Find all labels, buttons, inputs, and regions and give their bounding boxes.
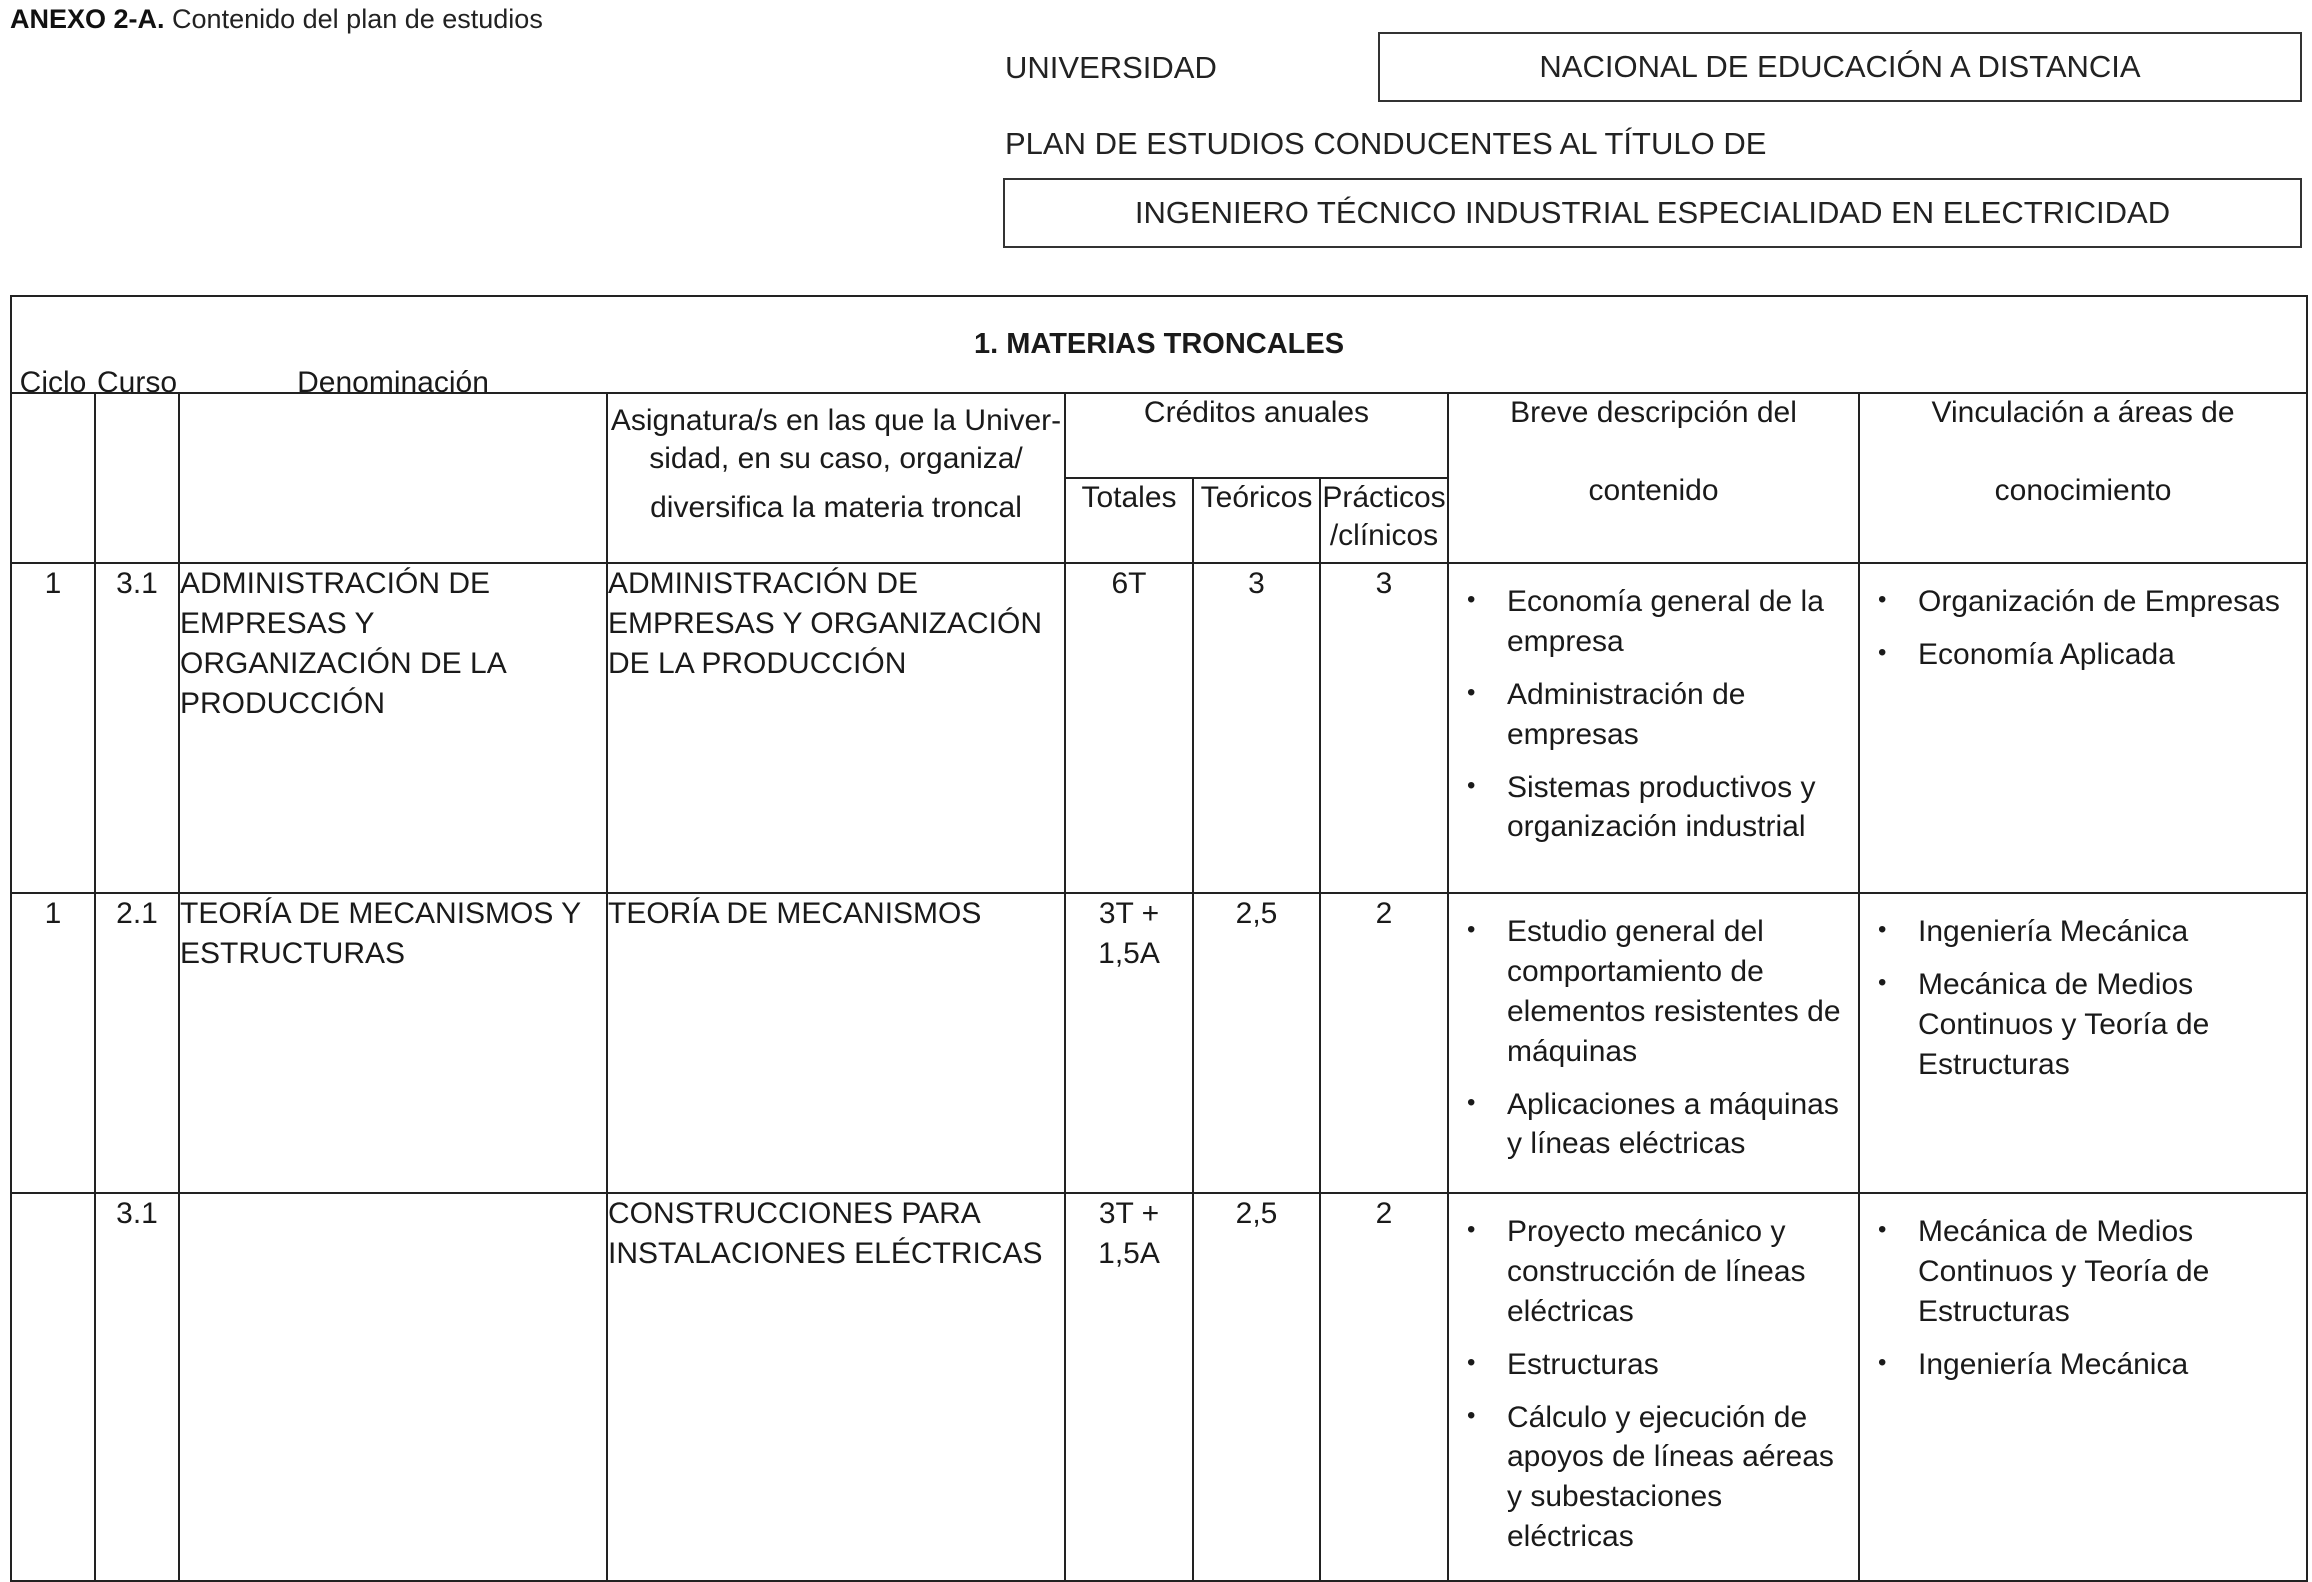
cell-ciclo: 1 — [11, 893, 95, 1193]
annex-text: Contenido del plan de estudios — [172, 4, 543, 34]
list-item: • Sistemas productivos y organización industrial — [1507, 768, 1850, 848]
cell-curso: 3.1 — [95, 1193, 179, 1581]
header-denominacion — [179, 366, 607, 563]
cell-curso: 2.1 — [95, 893, 179, 1193]
list-item: • Mecánica de Medios Continuos y Teoría de Estructuras — [1918, 1212, 2298, 1332]
header-breve — [1448, 393, 1859, 563]
header-practicos — [1320, 478, 1448, 563]
cell-totales — [1065, 1193, 1193, 1581]
table-title: 1. MATERIAS TRONCALES — [11, 296, 2307, 393]
materias-table — [10, 295, 2308, 1582]
list-item: • Economía general de la empresa — [1507, 582, 1850, 662]
cell-areas — [1859, 1193, 2307, 1581]
table-row — [11, 563, 2307, 893]
header-ciclo — [11, 366, 95, 563]
cell-denominacion: ADMINISTRACIÓN DE EMPRESAS Y ORGANIZACIÓN DE LA PRODUCCIÓN — [179, 563, 607, 893]
university-label: UNIVERSIDAD — [1005, 50, 1217, 85]
list-item: • Organización de Empresas — [1918, 582, 2298, 622]
header-curso — [95, 366, 179, 563]
header-creditos: Créditos anuales — [1065, 393, 1448, 478]
header-asignatura-line2: sidad, en su caso, organiza/ — [649, 441, 1023, 475]
cell-ciclo — [11, 1193, 95, 1581]
header-vinculacion-line1: Vinculación a áreas de — [1931, 396, 2235, 429]
annex-caption — [10, 4, 543, 35]
header-practicos-line1: Prácticos — [1322, 481, 1446, 514]
header-ciclo-label: Ciclo — [19, 366, 87, 399]
list-item: • Ingeniería Mecánica — [1918, 912, 2298, 952]
cell-areas — [1859, 893, 2307, 1193]
list-item: • Estructuras — [1507, 1345, 1850, 1385]
header-curso-label: Curso — [96, 366, 178, 399]
header-breve-line2: contenido — [1588, 473, 1719, 507]
cell-curso: 3.1 — [95, 563, 179, 893]
degree-value: INGENIERO TÉCNICO INDUSTRIAL ESPECIALIDAD EN ELECTRICIDAD — [1134, 195, 2171, 230]
cell-totales-line2: 1,5A — [1098, 936, 1160, 970]
cell-teoricos: 2,5 — [1193, 893, 1320, 1193]
cell-areas — [1859, 563, 2307, 893]
table-row — [11, 1193, 2307, 1581]
list-item: • Proyecto mecánico y construcción de líneas eléctricas — [1507, 1212, 1850, 1332]
cell-denominacion: TEORÍA DE MECANISMOS Y ESTRUCTURAS — [179, 893, 607, 1193]
header-vinculacion-line2: conocimiento — [1994, 473, 2172, 507]
cell-teoricos: 3 — [1193, 563, 1320, 893]
cell-practicos: 3 — [1320, 563, 1448, 893]
plan-label: PLAN DE ESTUDIOS CONDUCENTES AL TÍTULO DE — [1005, 126, 1767, 161]
cell-practicos: 2 — [1320, 1193, 1448, 1581]
header-teoricos: Teóricos — [1193, 478, 1320, 563]
header-practicos-line2: /clínicos — [1329, 518, 1439, 552]
list-item: • Aplicaciones a máquinas y líneas eléctricas — [1507, 1085, 1850, 1165]
header-asignatura-line3: diversifica la materia troncal — [650, 491, 1022, 524]
header-vinculacion — [1859, 393, 2307, 563]
list-item: • Mecánica de Medios Continuos y Teoría de Estructuras — [1918, 965, 2298, 1085]
cell-practicos: 2 — [1320, 893, 1448, 1193]
table-row — [11, 893, 2307, 1193]
cell-asignatura: CONSTRUCCIONES PARA INSTALACIONES ELÉCTRICAS — [607, 1193, 1065, 1581]
cell-denominacion — [179, 1193, 607, 1581]
cell-totales — [1065, 563, 1193, 893]
header-asignatura — [607, 393, 1065, 563]
header-asignatura-line1: Asignatura/s en las que la Univer- — [610, 404, 1062, 437]
list-item: • Administración de empresas — [1507, 675, 1850, 755]
cell-totales-line1: 3T + — [1098, 897, 1160, 930]
annex-label: ANEXO 2-A. — [10, 4, 165, 34]
degree-box — [1003, 178, 2302, 248]
list-item: • Ingeniería Mecánica — [1918, 1345, 2298, 1385]
cell-descripcion — [1448, 563, 1859, 893]
list-item: • Estudio general del comportamiento de elementos resistentes de máquinas — [1507, 912, 1850, 1072]
list-item: • Economía Aplicada — [1918, 635, 2298, 675]
cell-asignatura: TEORÍA DE MECANISMOS — [607, 893, 1065, 1193]
header-denominacion-label: Denominación — [297, 366, 489, 399]
cell-teoricos: 2,5 — [1193, 1193, 1320, 1581]
list-item: • Cálculo y ejecución de apoyos de líneas aéreas y subestaciones eléctricas — [1507, 1398, 1850, 1558]
cell-asignatura: ADMINISTRACIÓN DE EMPRESAS Y ORGANIZACIÓN DE LA PRODUCCIÓN — [607, 563, 1065, 893]
cell-descripcion — [1448, 893, 1859, 1193]
header-breve-line1: Breve descripción del — [1510, 396, 1797, 429]
university-box — [1378, 32, 2302, 102]
cell-totales-line1: 6T — [1111, 567, 1147, 600]
cell-totales — [1065, 893, 1193, 1193]
cell-ciclo: 1 — [11, 563, 95, 893]
cell-descripcion — [1448, 1193, 1859, 1581]
cell-totales-line1: 3T + — [1098, 1197, 1160, 1230]
header-totales: Totales — [1065, 478, 1193, 563]
university-value: NACIONAL DE EDUCACIÓN A DISTANCIA — [1539, 49, 2141, 84]
cell-totales-line2: 1,5A — [1098, 1236, 1160, 1270]
